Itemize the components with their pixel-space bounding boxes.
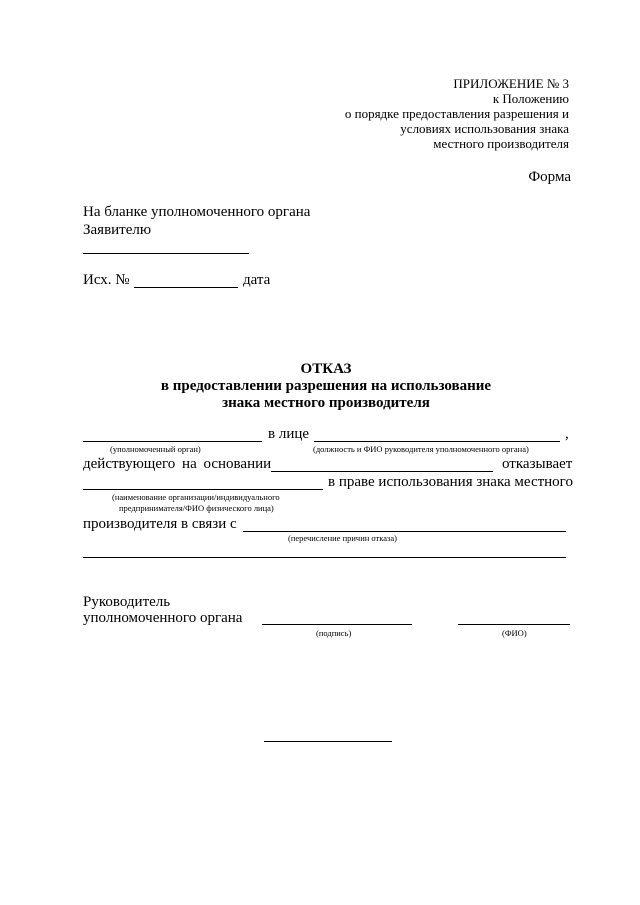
applicant-label: Заявителю (83, 222, 152, 238)
hint-position: (должность и ФИО руководителя уполномоченного органа) (313, 444, 529, 454)
appendix-ref-line: местного производителя (433, 136, 569, 151)
comma: , (565, 426, 569, 442)
fio-line (458, 624, 570, 625)
reasons-continuation-line (83, 557, 566, 558)
form-label: Форма (528, 169, 571, 185)
outgoing-number-label: Исх. № (83, 272, 130, 288)
appendix-ref-line: о порядке предоставления разрешения и (344, 106, 569, 121)
organization-line (83, 489, 323, 490)
organ-line (83, 441, 262, 442)
appendix-ref-line: условиях использования знака (400, 121, 569, 136)
head-organ-label: уполномоченного органа (83, 610, 243, 626)
signature-line (262, 624, 412, 625)
basis-line (271, 471, 493, 472)
document-title: ОТКАЗ (300, 361, 352, 377)
document-subtitle: знака местного производителя (222, 395, 430, 411)
hint-reasons: (перечисление причин отказа) (288, 533, 398, 543)
reasons-line (243, 531, 566, 532)
acting-basis-label: действующего на основании (83, 456, 272, 472)
outgoing-date-label: дата (243, 272, 271, 288)
applicant-line (83, 253, 249, 254)
outgoing-number-line (134, 287, 238, 288)
producer-due-to-label: производителя в связи с (83, 516, 237, 532)
refuses-label: отказывает (502, 456, 573, 472)
hint-organization: (наименование организации/индивидуального (112, 492, 280, 502)
document-subtitle: в предоставлении разрешения на использование (160, 378, 492, 394)
appendix-ref: к Положению (492, 91, 569, 106)
end-line (264, 741, 392, 742)
head-label: Руководитель (83, 594, 171, 610)
letterhead-note: На бланке уполномоченного органа (83, 204, 311, 220)
hint-organization: предпринимателя/ФИО физического лица) (119, 503, 274, 513)
hint-signature: (подпись) (316, 628, 352, 638)
in-person-label: в лице (268, 426, 310, 442)
right-to-use-label: в праве использования знака местного (328, 474, 573, 490)
position-line (314, 441, 560, 442)
hint-fio: (ФИО) (502, 628, 527, 638)
appendix-number: ПРИЛОЖЕНИЕ № 3 (453, 76, 569, 91)
hint-organ: (уполномоченный орган) (110, 444, 201, 454)
